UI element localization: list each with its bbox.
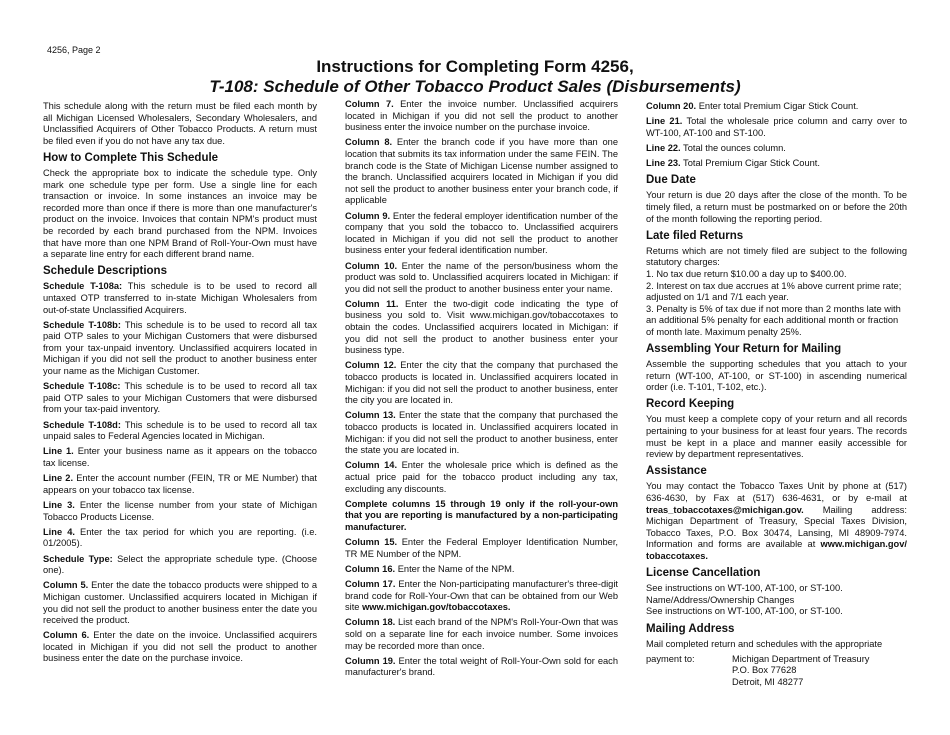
line-2 — [43, 473, 317, 496]
item-text: Enter the tax period for which you are reporting. (i.e. 01/2005). — [43, 526, 317, 549]
assist-email-link[interactable]: treas_tobaccotaxes@michigan.gov. — [646, 504, 804, 515]
mailing-text — [646, 639, 907, 651]
item-text: Enter the license number from your state of Michigan Tobacco Products License. — [43, 499, 317, 522]
column-9 — [345, 211, 618, 257]
line-1 — [43, 446, 317, 469]
item-label: Schedule T-108a: — [43, 281, 123, 292]
license-cancellation-heading: License Cancellation — [646, 567, 761, 580]
record-keeping-heading: Record Keeping — [646, 398, 735, 411]
line-23 — [646, 158, 907, 170]
item-text: Enter the wholesale price which is defined as the actual price paid for the tobacco product including any tax, excluding any discounts. — [345, 460, 618, 494]
late-item-2: 2. Interest on tax due accrues at 1% above current prime rate; adjusted on 1/1 and 7/1 each year. — [646, 280, 902, 303]
item-text: This schedule is to be used to record all untaxed OTP transferred to in-state Michigan Wholesalers from out-of-state Unclassified Acquirers. — [43, 281, 317, 315]
item-label: Schedule T-108d: — [43, 419, 121, 430]
page-label: 4256, Page 2 — [47, 45, 101, 55]
mail-address-line-2: P.O. Box 77628 — [732, 665, 797, 676]
title-line-1: Instructions for Completing Form 4256, — [316, 57, 634, 76]
title-line-2: T-108: Schedule of Other Tobacco Product Sales (Disbursements) — [209, 77, 741, 96]
late-intro: Returns which are not timely filed are subject to the following statutory charges: — [646, 245, 907, 268]
item-label: Column 8. — [345, 137, 393, 148]
item-label: Schedule T-108b: — [43, 319, 121, 330]
item-text: Enter the federal employer identification number of the company that you sold the tobacco to. Unclassified acquirers located in Michigan if you did not sell the product to another business enter your federal identification number. — [345, 210, 618, 256]
item-text: List each brand of the NPM's Roll-Your-Own that was sold on a separate line for each invoice number. Some invoices may be recorded more than once. — [345, 617, 618, 651]
item-label: Column 5. — [43, 580, 89, 591]
intro-paragraph: This schedule along with the return must be filed each month by all Michigan Licensed Wholesalers, Secondary Wholesalers, and Unclassified Acquirers of Other Tobacco Products. A return must be filed even if you do not have any tax due. — [43, 101, 317, 146]
item-label: Schedule T-108c: — [43, 381, 121, 392]
item-label: Schedule Type: — [43, 553, 113, 564]
due-date-heading: Due Date — [646, 174, 696, 187]
line-4 — [43, 527, 317, 550]
column-14 — [345, 460, 618, 495]
item-label: Column 7. — [345, 99, 394, 109]
late-returns-heading: Late filed Returns — [646, 229, 744, 242]
item-label: Column 6. — [43, 630, 90, 641]
mail-intro: Mail completed return and schedules with the appropriate — [646, 638, 883, 649]
item-text: Enter the total weight of Roll-Your-Own sold for each manufacturer's brand. — [345, 655, 618, 678]
item-label: Line 3. — [43, 499, 75, 510]
item-text: Enter the branch code if you have more than one location that submits its tax information under the same FEIN. The branch code is the State of Michigan License number assigned to the branch. Unclassified acquirers located in Michigan if you did not sell the product to another business enter your branch code, if applicable — [345, 137, 618, 206]
npm-note: Complete columns 15 through 19 only if the roll-your-own that you are reporting is manufactured by a non-participating manufacturer. — [345, 498, 618, 532]
item-label: Column 19. — [345, 655, 396, 666]
license-line-1: See instructions on WT-100, AT-100, or ST-100. — [646, 583, 843, 594]
assist-web-link[interactable]: www.michigan.gov/ tobaccotaxes. — [646, 539, 907, 561]
schedule-t108b — [43, 320, 317, 378]
item-text: Enter the invoice number. Unclassified acquirers located in Michigan if you did not sell the product to another business enter the invoice number on the purchase invoice. — [345, 99, 618, 133]
tobacco-taxes-link[interactable]: www.michigan.gov/tobaccotaxes. — [362, 602, 511, 613]
item-label: Column 20. — [646, 101, 697, 111]
late-returns-text — [646, 246, 907, 339]
item-text: Enter the state that the company that purchased the tobacco products is located in. Unclassified acquirers located in Michigan: if you did not sell the product to another business, enter the state you are located in. — [345, 410, 618, 456]
assist-part-1: You may contact the Tobacco Taxes Unit by phone at (517) 636-4630, by Fax at (517) 636-4631, or by e-mail at — [646, 481, 907, 503]
item-text: Enter the date on the invoice. Unclassified acquirers located in Michigan if you did not sell the product to another business enter the date on the purchase invoice. — [43, 630, 318, 664]
how-to-paragraph: Check the appropriate box to indicate the schedule type. Only mark one schedule type per form. Use a single line for each transaction or invoice. In some instances an invoice may be recorded more than once if there is more than one manufacturer's product on the invoice. Invoices that contain NPM's product must be recorded by each brand purchased from the NPM. Invoices that have more than one NPM Brand of Roll-Your-Own must have a separate line entry for each different brand name. — [43, 167, 317, 260]
item-text: Enter the name of the person/business whom the product was sold to. Unclassified acquirers located in Michigan: if you did not sell the product to another business enter your name. — [345, 260, 618, 294]
item-text: Enter your business name as it appears on the tobacco tax license. — [43, 446, 317, 468]
assembling-text: Assemble the supporting schedules that you attach to your return (WT-100, AT-100, or ST-100) in ascending numerical order (i.e. T-101, T-102, etc.). — [646, 359, 907, 393]
item-text: Enter the account number (FEIN, TR or ME Number) that appears on your tobacco tax license. — [43, 473, 318, 495]
column-12 — [345, 360, 618, 406]
column-13 — [345, 410, 618, 456]
column-6 — [43, 630, 317, 665]
item-text: This schedule is to be used to record all tax paid OTP sales to your Michigan Customers that were disbursed from your tax-paid inventory. — [43, 381, 317, 415]
mail-payment-label: payment to: — [646, 653, 695, 664]
line-22 — [646, 143, 907, 155]
schedule-t108c — [43, 381, 317, 416]
item-text: This schedule is to be used to record all tax paid OTP sales to your Michigan Customers that were disbursed from your tax-unpaid inventory. Unclassified acquirers located in Michigan if you did not sell the product to another business enter your name as the Michigan Customer. — [43, 319, 317, 377]
item-text: Enter the Non-participating manufacturer's three-digit brand code for Roll-Your-Own that can be obtained from our Web site — [345, 579, 619, 613]
column-right — [646, 101, 907, 689]
schedule-type — [43, 554, 317, 577]
column-18 — [345, 617, 618, 652]
item-text: Enter the city that the company that purchased the tobacco products is located in. Unclassified acquirers located in Michigan: if you did not sell the product to another business, enter the city you are located in. — [345, 360, 618, 406]
item-label: Column 15. — [345, 537, 398, 548]
item-text: Select the appropriate schedule type. (Choose one). — [43, 553, 317, 576]
column-20 — [646, 101, 907, 113]
item-text: Total the wholesale price column and carry over to WT-100, AT-100 and ST-100. — [646, 116, 907, 138]
mailing-address-heading: Mailing Address — [646, 622, 735, 635]
item-label: Line 22. — [646, 142, 681, 153]
license-text — [646, 583, 907, 618]
item-text: Total the ounces column. — [683, 142, 786, 153]
column-left — [43, 101, 317, 669]
late-item-3: 3. Penalty is 5% of tax due if not more than 2 months late with an additional 5% penalty for each additional month or fraction of month late. Maximum penalty 25%. — [646, 303, 901, 337]
column-17 — [345, 579, 618, 614]
item-text: Enter the Name of the NPM. — [397, 563, 515, 574]
column-middle — [345, 99, 618, 683]
how-to-heading: How to Complete This Schedule — [43, 151, 219, 164]
page-title — [0, 57, 950, 97]
column-19 — [345, 656, 618, 679]
record-keeping-text: You must keep a complete copy of your return and all records pertaining to your business for at least four years. The records must be kept in a place and manner easily accessible for review by department representatives. — [646, 414, 907, 460]
mail-address-line-1: Michigan Department of Treasury — [732, 653, 870, 664]
line-21 — [646, 116, 907, 139]
schedule-descriptions-heading: Schedule Descriptions — [43, 265, 167, 278]
assembling-heading: Assembling Your Return for Mailing — [646, 343, 842, 356]
item-text: Enter total Premium Cigar Stick Count. — [698, 101, 859, 111]
column-8 — [345, 137, 618, 207]
due-date-text: Your return is due 20 days after the close of the month. To be timely filed, a return must be postmarked on or before the 20th of the month following the reporting period. — [646, 190, 907, 224]
item-label: Column 12. — [345, 360, 397, 371]
assistance-text — [646, 481, 907, 562]
item-text: Enter the two-digit code indicating the type of business you sold to. Visit www.michigan.gov/tobaccotaxes to obtain the codes. Unclassified acquirers located in Michigan: if you did not sell the product to another business enter your business type. — [345, 298, 618, 356]
item-text: Total Premium Cigar Stick Count. — [683, 158, 820, 169]
column-7 — [345, 99, 618, 134]
license-line-2: Name/Address/Ownership Changes — [646, 594, 795, 605]
item-label: Line 1. — [43, 446, 74, 457]
item-label: Column 17. — [345, 579, 396, 590]
mailing-address-block — [646, 654, 907, 689]
column-16 — [345, 564, 618, 576]
column-5 — [43, 580, 317, 626]
column-15 — [345, 537, 618, 560]
assist-part-2: Mailing address: Michigan Department of Treasury, Special Taxes Division, Tobacco Taxes, P.O. Box 30474, Lansing, MI 48909-7974. Information and forms are available at — [646, 504, 907, 550]
assistance-heading: Assistance — [646, 465, 707, 478]
item-label: Column 16. — [345, 563, 396, 574]
item-label: Line 23. — [646, 158, 681, 169]
item-text: Enter the date the tobacco products were shipped to a Michigan customer. Unclassified acquirers located in Michigan if you did not sell the product to another business enter the date you received the product. — [43, 580, 317, 626]
column-11 — [345, 299, 618, 357]
item-label: Line 21. — [646, 116, 683, 127]
schedule-t108a — [43, 281, 317, 316]
license-line-3: See instructions on WT-100, AT-100, or ST-100. — [646, 606, 843, 617]
line-3 — [43, 500, 317, 523]
schedule-t108d — [43, 420, 317, 443]
item-text: This schedule is to be used to record all tax unpaid sales to Federal Agencies located in Michigan. — [43, 419, 317, 442]
item-label: Line 2. — [43, 473, 74, 484]
item-label: Column 10. — [345, 260, 398, 271]
item-text: Enter the Federal Employer Identification Number, TR ME Number of the NPM. — [345, 537, 618, 559]
item-label: Column 18. — [345, 617, 396, 628]
item-label: Line 4. — [43, 526, 75, 537]
item-label: Column 9. — [345, 210, 391, 221]
late-item-1: 1. No tax due return $10.00 a day up to $400.00. — [646, 268, 847, 279]
column-10 — [345, 261, 618, 296]
mail-address-line-3: Detroit, MI 48277 — [732, 676, 804, 687]
item-label: Column 11. — [345, 298, 399, 309]
item-label: Column 14. — [345, 460, 398, 471]
item-label: Column 13. — [345, 410, 396, 421]
